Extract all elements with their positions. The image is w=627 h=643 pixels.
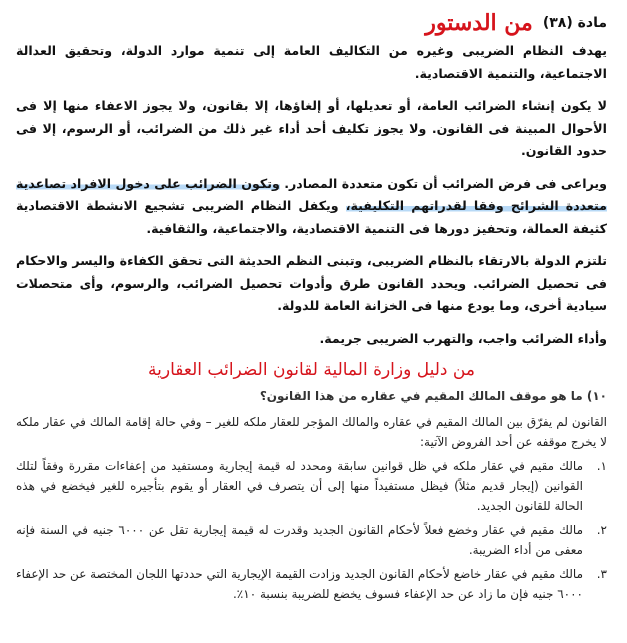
list-item [16,456,607,516]
guide-question: ١٠) ما هو موقف المالك المقيم في عقاره من هذا القانون؟ [259,389,607,403]
list-item-number: ١. [596,459,607,473]
constitution-paragraph-1: يهدف النظام الضريبى وغيره من التكاليف العامة إلى تنمية موارد الدولة، وتحقيق العدالة الاجتماعية، والتنمية الاقتصادية. [16,43,607,81]
paragraph-3-part-a: ويراعى فى فرض الضرائب أن تكون متعددة المصادر. [279,175,607,191]
article-label: مادة (٣٨) [542,15,607,31]
guide-title: من دليل وزارة المالية لقانون الضرائب العقارية [148,360,475,380]
paragraph-3-part-b: ويكفل النظام الضريبى تشجيع الانشطة الاقتصادية كثيفة العمالة، وتحفيز دورها فى التنمية الاقتصادية، والاجتماعية، والثقافية. [16,198,607,236]
list-item-text: مالك مقيم في عقار ملكه في ظل قوانين سابقة ومحدد له قيمة إيجارية ومستفيد من إعفاءات مقررة وفقاً لتلك القوانين (إيجار قديم مثلاً) فيظل مستفيداً منها إلى أن يتصرف في العقار أو يقوم بتأجيره للغير فيخضع في هذه الحالة للقانون الجديد. [16,459,583,513]
constitution-paragraph-2: لا يكون إنشاء الضرائب العامة، أو تعديلها، أو إلغاؤها، إلا بقانون، ولا يجوز الاعفاء منها إلا فى الأحوال المبينة فى القانون. ولا يجوز تكليف أحد أداء غير ذلك من الضرائب، أو الرسوم، إلا فى حدود القانون. [16,98,607,158]
constitution-title: من الدستور [425,10,533,36]
guide-intro: القانون لم يفرّق بين المالك المقيم في عقاره والمالك المؤجر للعقار ملكه للغير – وفي حالة إقامة المالك في عقار ملكه لا يخرج موقفه عن أحد الفروض الآتية: [16,415,607,449]
list-item-text: مالك مقيم في عقار وخضع فعلاً لأحكام القانون الجديد وقدرت له قيمة إيجارية تقل عن ٦٠٠٠ جنيه في السنة فإنه معفى من أداء الضريبة. [16,523,583,557]
constitution-paragraph-4: تلتزم الدولة بالارتقاء بالنظام الضريبى، وتبنى النظم الحديثة التى تحقق الكفاءة واليسر والاحكام فى تحصيل الضرائب. ويحدد القانون طرق وأدوات تحصيل الضرائب، والرسوم، وأى متحصلات سيادية أخرى، وما يودع منها فى الخزانة العامة للدولة. [16,253,607,313]
list-item [16,564,607,604]
list-item [16,520,607,560]
list-item-text: مالك مقيم في عقار خاضع لأحكام القانون الجديد وزادت القيمة الإيجارية التي حددتها اللجان المختصة عن حد الإعفاء ٦٠٠٠ جنيه فإن ما زاد عن حد الإعفاء فسوف يخضع للضريبة بنسبة ١٠٪. [16,567,583,601]
constitution-paragraph-5: وأداء الضرائب واجب، والتهرب الضريبى جريمة. [319,330,607,346]
highlighted-text: وتكون الضرائب على دخول الافراد تصاعدية متعددة الشرائح وفقا لقدراتهم التكليفية، [16,175,607,213]
constitution-paragraph-3 [16,173,607,241]
list-item-number: ٣. [596,567,607,581]
constitution-heading [16,6,607,40]
list-item-number: ٢. [596,523,607,537]
